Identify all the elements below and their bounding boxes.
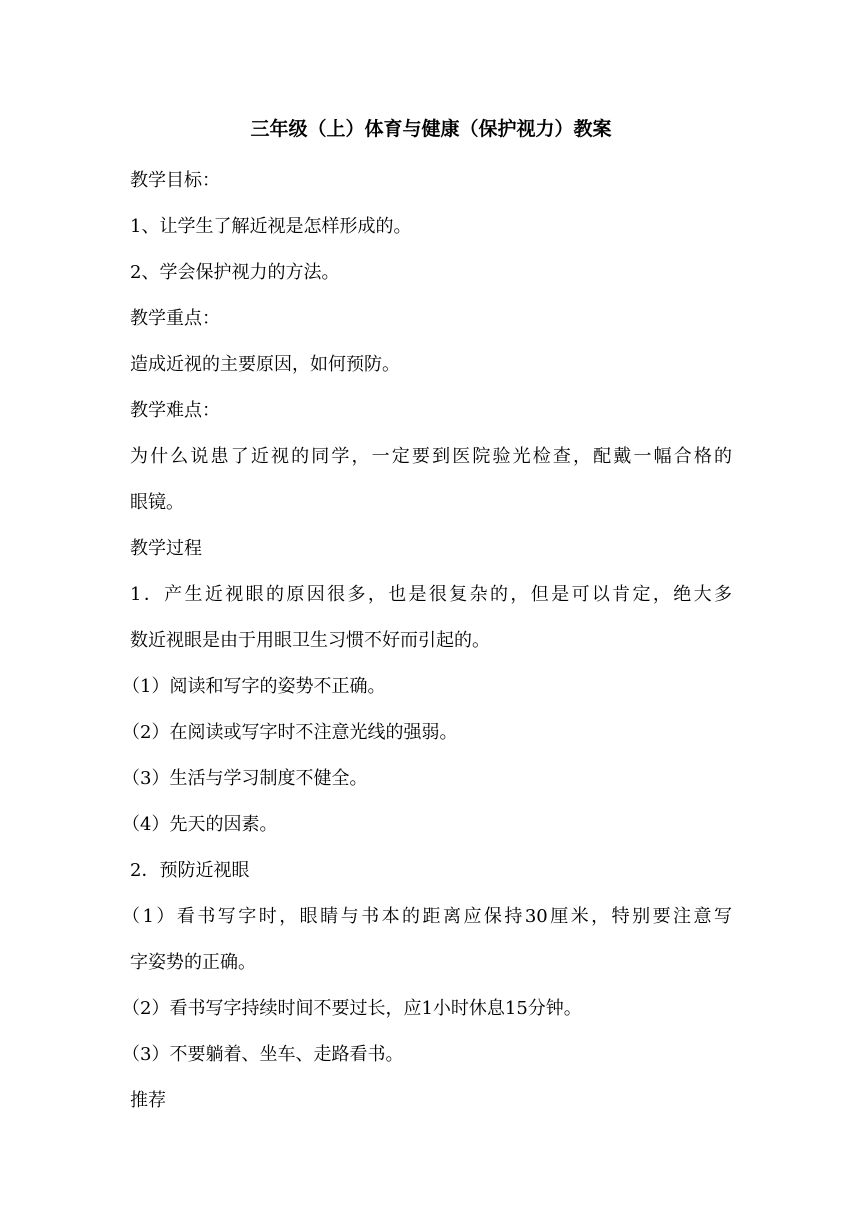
prevention-item-continued: 字姿势的正确。 — [130, 952, 256, 973]
cause-item: （3）生活与学习制度不健全。 — [122, 768, 368, 789]
section-heading-objectives: 教学目标： — [130, 170, 220, 191]
recommend-text: 推荐 — [130, 1090, 166, 1111]
objective-item: 2、学会保护视力的方法。 — [130, 262, 340, 283]
process-paragraph: 1．产生近视眼的原因很多，也是很复杂的，但是可以肯定，绝大多 — [130, 584, 732, 605]
objective-item: 1、让学生了解近视是怎样形成的。 — [130, 216, 412, 237]
prevention-item: （1）看书写字时，眼睛与书本的距离应保持30厘米，特别要注意写 — [122, 906, 732, 927]
key-points-text: 造成近视的主要原因，如何预防。 — [130, 354, 400, 375]
prevention-item: （2）看书写字持续时间不要过长，应1小时休息15分钟。 — [122, 998, 582, 1019]
document-body — [122, 158, 732, 1124]
section-heading-process: 教学过程 — [130, 538, 202, 559]
cause-item: （4）先天的因素。 — [122, 814, 278, 835]
cause-item: （2）在阅读或写字时不注意光线的强弱。 — [122, 722, 458, 743]
difficulties-text-continued: 眼镜。 — [130, 492, 184, 513]
process-paragraph-continued: 数近视眼是由于用眼卫生习惯不好而引起的。 — [130, 630, 490, 651]
prevention-heading: 2．预防近视眼 — [130, 860, 250, 881]
difficulties-text: 为什么说患了近视的同学，一定要到医院验光检查，配戴一幅合格的 — [130, 446, 732, 467]
document-title: 三年级（上）体育与健康（保护视力）教案 — [250, 118, 612, 140]
section-heading-key-points: 教学重点： — [130, 308, 220, 329]
prevention-item: （3）不要躺着、坐车、走路看书。 — [122, 1044, 404, 1065]
cause-item: （1）阅读和写字的姿势不正确。 — [122, 676, 386, 697]
section-heading-difficulties: 教学难点： — [130, 400, 220, 421]
